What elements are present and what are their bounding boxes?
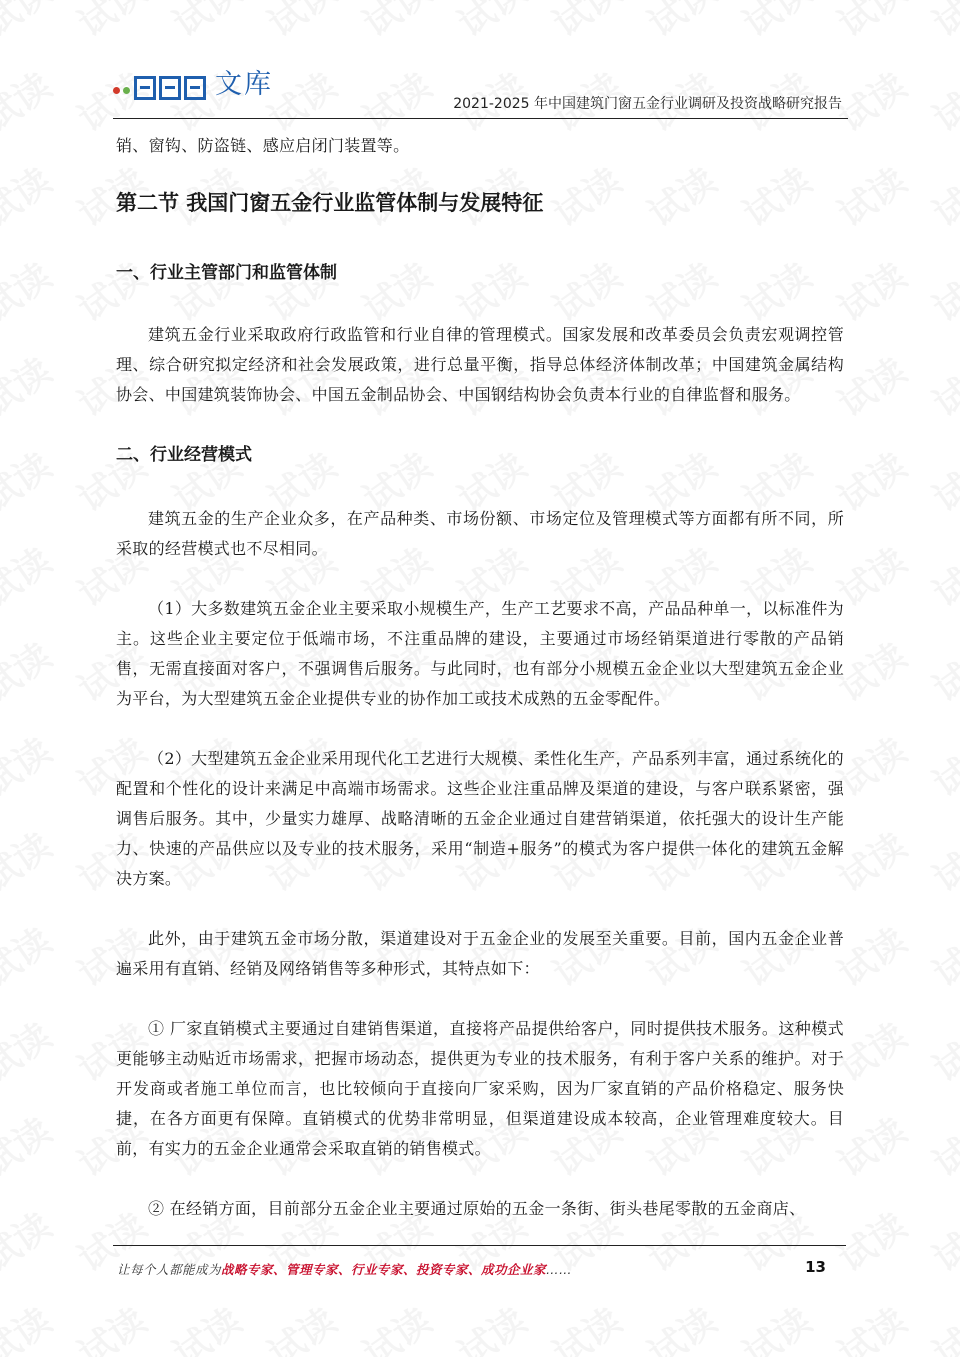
watermark-text [922, 59, 960, 142]
watermark-text [732, 1294, 820, 1357]
watermark-text [0, 1199, 60, 1282]
watermark-text [0, 1104, 60, 1187]
watermark-text [0, 344, 60, 427]
paragraph-direct-sales: ① 厂家直销模式主要通过自建销售渠道，直接将产品提供给客户，同时提供技术服务。这种模式更能够主动贴近市场需求，把握市场动态，提供更为专业的技术服务，有利于客户关系的维护。对于开发商或者施工单位而言，也比较倾向于直接向厂家采购，因为厂家直销的产品价格稳定、服务快捷，在各方面更有保障。直销模式的优势非常明显，但渠道建设成本较高，企业管理难度较大。目前，有实力的五金企业通常会采取直销的销售模式。 [116, 1019, 844, 1158]
paragraph-distribution: ② 在经销方面，目前部分五金企业主要通过原始的五金一条街、街头巷尾零散的五金商店、 [148, 1199, 806, 1218]
watermark-text [922, 914, 960, 997]
watermark-text [0, 0, 60, 47]
logo-dot-red [113, 87, 120, 94]
paragraph-business-model-intro: 建筑五金的生产企业众多，在产品种类、市场份额、市场定位及管理模式等方面都有所不同，所采取的经营模式也不尽相同。 [116, 509, 844, 558]
footer-prefix: 让每个人都能成为 [117, 1262, 222, 1277]
subheading-business-model: 二、行业经营模式 [116, 445, 252, 465]
page-number: 13 [805, 1258, 826, 1276]
footer-highlight: 战略专家、管理专家、行业专家、投资专家、成功企业家 [221, 1262, 547, 1277]
watermark-text [352, 1294, 440, 1357]
watermark-text [447, 1294, 535, 1357]
paragraph-large-enterprises: （2）大型建筑五金企业采用现代化工艺进行大规模、柔性化生产，产品系列丰富，通过系统化的配置和个性化的设计来满足中高端市场需求。这些企业注重品牌及渠道的建设，与客户联系紧密，强调售后服务。其中，少量实力雄厚、战略清晰的五金企业通过自建营销渠道，依托强大的设计生产能力、快速的产品供应以及专业的技术服务，采用“制造+服务”的模式为客户提供一体化的建筑五金解决方案。 [116, 749, 844, 888]
watermark-text [257, 0, 345, 47]
watermark-text [922, 534, 960, 617]
watermark-text [352, 0, 440, 47]
watermark-text [542, 0, 630, 47]
paragraph-channels: 此外，由于建筑五金市场分散，渠道建设对于五金企业的发展至关重要。目前，国内五金企业普遍采用有直销、经销及网络销售等多种形式，其特点如下： [116, 929, 844, 978]
watermark-text [0, 1009, 60, 1092]
watermark-text [922, 629, 960, 712]
watermark-text [67, 1294, 155, 1357]
page-footer [113, 1245, 846, 1286]
watermark-text [732, 0, 820, 47]
paragraph-continuation: 销、窗钩、防盗链、感应启闭门装置等。 [116, 136, 410, 155]
watermark-text [637, 0, 725, 47]
watermark-text [162, 1294, 250, 1357]
footer-suffix: …… [546, 1262, 573, 1277]
watermark-text [922, 344, 960, 427]
footer-slogan [117, 1260, 572, 1278]
watermark-text [922, 1199, 960, 1282]
watermark-text [0, 629, 60, 712]
watermark-text [162, 0, 250, 47]
logo [113, 70, 273, 100]
watermark-text [827, 0, 915, 47]
watermark-text [922, 1294, 960, 1357]
watermark-text [447, 0, 535, 47]
watermark-text [922, 249, 960, 332]
page-header [113, 62, 848, 119]
watermark-text [922, 819, 960, 902]
report-title: 2021-2025 年中国建筑门窗五金行业调研及投资战略研究报告 [453, 96, 842, 112]
watermark-text [0, 59, 60, 142]
watermark-text [922, 0, 960, 47]
watermark-text [0, 154, 60, 237]
watermark-text [542, 1294, 630, 1357]
watermark-text [0, 534, 60, 617]
watermark-text [67, 0, 155, 47]
watermark-text [0, 249, 60, 332]
section-title: 第二节 我国门窗五金行业监管体制与发展特征 [116, 191, 544, 215]
watermark-text [257, 1294, 345, 1357]
paragraph-small-enterprises: （1）大多数建筑五金企业主要采取小规模生产，生产工艺要求不高，产品品种单一，以标准件为主。这些企业主要定位于低端市场，不注重品牌的建设，主要通过市场经销渠道进行零散的产品销售，无需直接面对客户，不强调售后服务。与此同时，也有部分小规模五金企业以大型建筑五金企业为平台，为大型建筑五金企业提供专业的协作加工或技术成熟的五金零配件。 [116, 599, 844, 708]
watermark-text [0, 1294, 60, 1357]
watermark-text [827, 1294, 915, 1357]
paragraph-regulation: 建筑五金行业采取政府行政监管和行业自律的管理模式。国家发展和改革委员会负责宏观调控管理、综合研究拟定经济和社会发展政策，进行总量平衡，指导总体经济体制改革；中国建筑金属结构协会、中国建筑装饰协会、中国五金制品协会、中国钢结构协会负责本行业的自律监督和服务。 [116, 325, 844, 404]
watermark-text [0, 724, 60, 807]
logo-text: 文库 [215, 69, 273, 100]
logo-mark-icon [134, 76, 209, 100]
subheading-regulation: 一、行业主管部门和监管体制 [116, 263, 337, 283]
watermark-text [637, 1294, 725, 1357]
watermark-text [922, 724, 960, 807]
watermark-text [0, 914, 60, 997]
logo-dot-green [123, 87, 130, 94]
watermark-text [922, 439, 960, 522]
watermark-text [0, 819, 60, 902]
watermark-text [922, 1104, 960, 1187]
page-content [116, 131, 844, 1224]
watermark-text [922, 1009, 960, 1092]
watermark-text [922, 154, 960, 237]
watermark-text [0, 439, 60, 522]
